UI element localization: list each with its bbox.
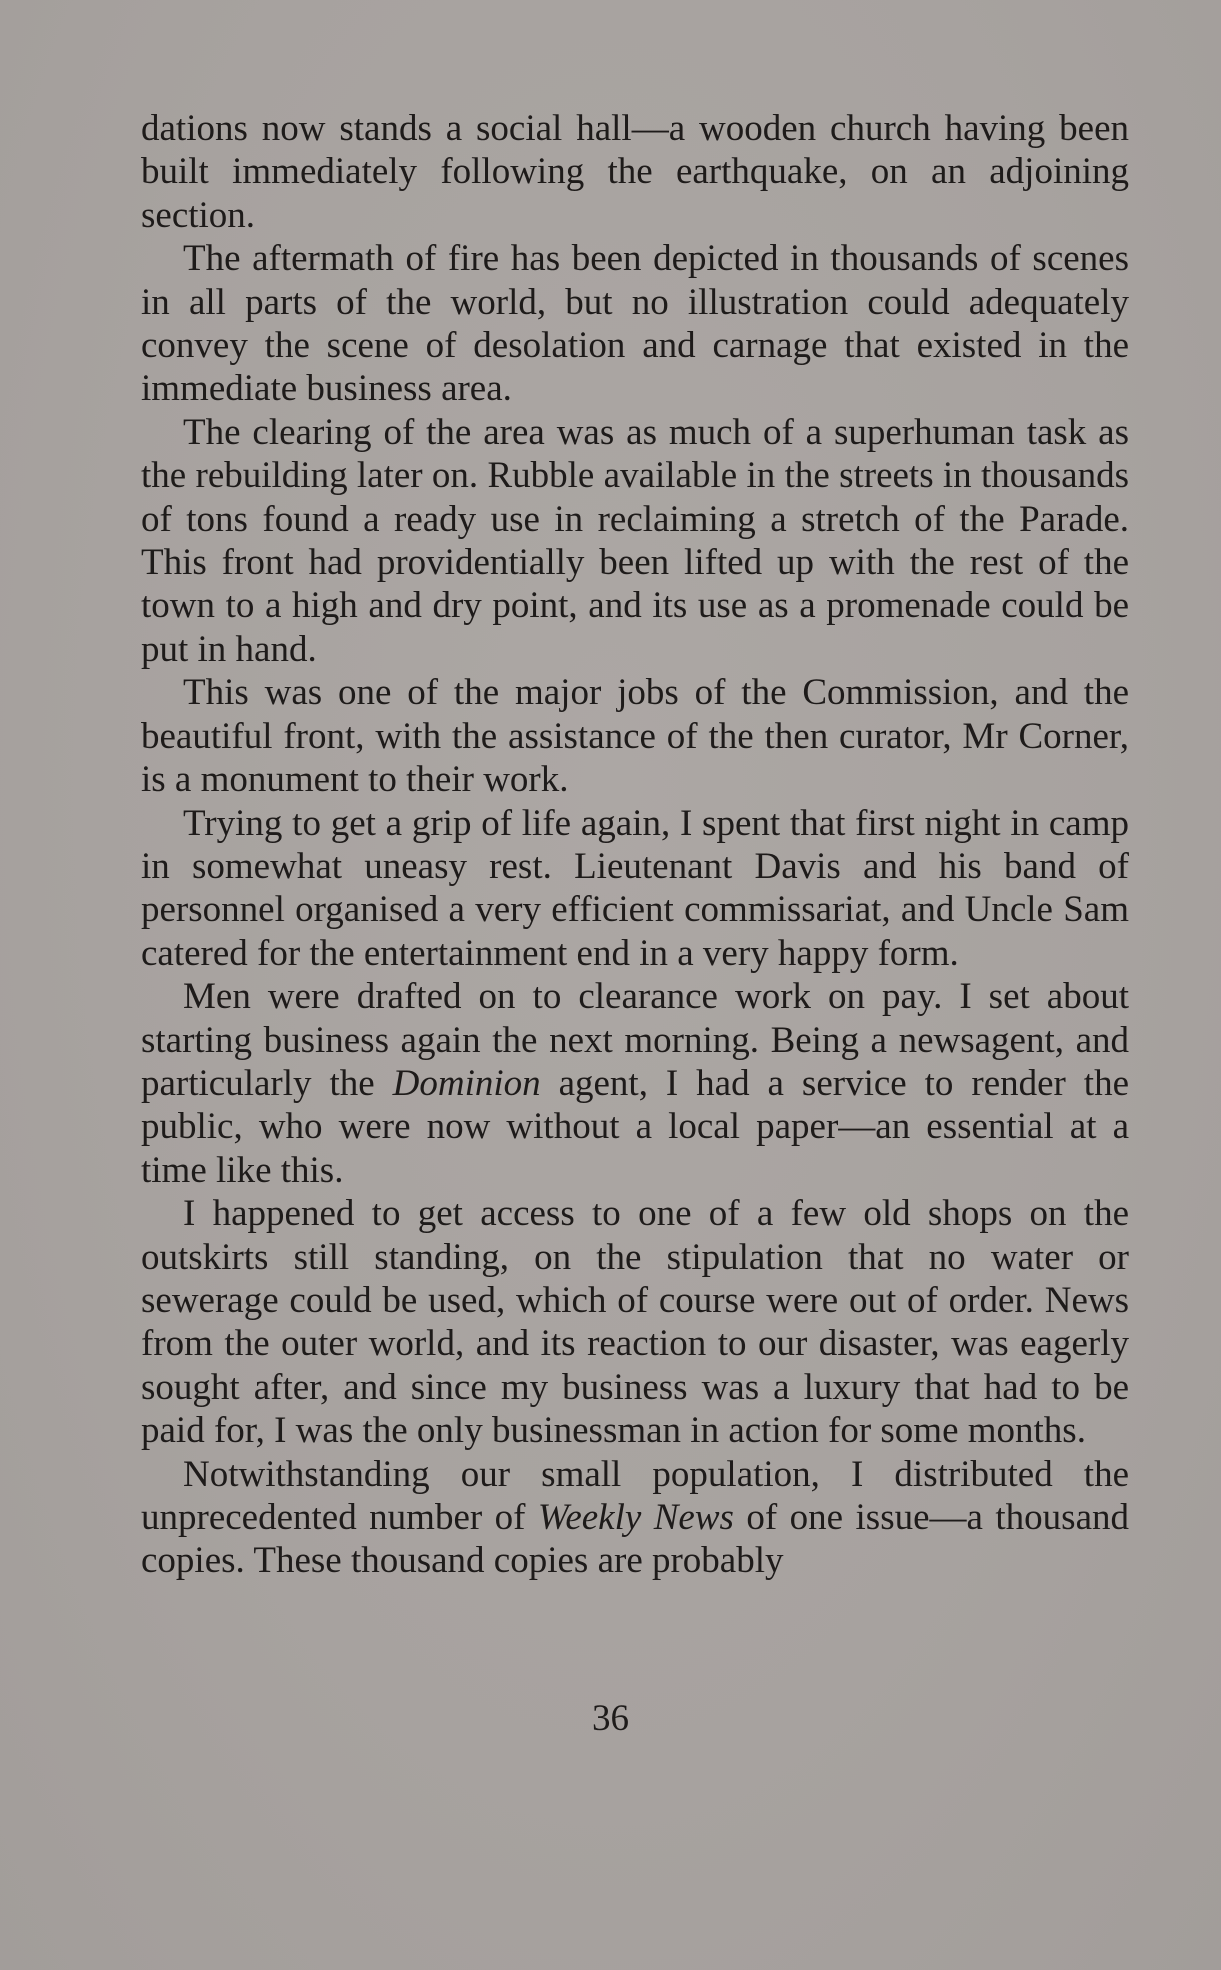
page-number: 36 xyxy=(592,1698,629,1739)
paragraph: I happened to get access to one of a few old shops on the outskirts still standing, on the stipulation that no water or sewerage could be used, which of course were out of order. News from the outer world, and its reaction to our disaster, was eagerly sought after, and since my business was a luxury that had to be paid for, I was the only businessman in action for some months. xyxy=(141,1193,1129,1452)
paragraph-text: Notwithstanding our small population, I distributed the unprecedented number of xyxy=(141,1453,1129,1538)
paragraph xyxy=(141,1453,1129,1583)
paragraph: dations now stands a social hall—a wooden church having been built immediately following the earthquake, on an adjoining section. xyxy=(141,108,1129,236)
paragraph-text: Men were drafted on to clearance work on pay. I set about starting business again the next morning. Being a newsagent, and particularly the xyxy=(141,976,1129,1104)
paragraph: Trying to get a grip of life again, I spent that first night in camp in somewhat uneasy rest. Lieutenant Davis and his band of personnel organised a very efficient commissariat, and Uncle Sam catered for the entertainment end in a very happy form. xyxy=(141,802,1129,974)
paragraph-text: of one issue—a thousand copies. These thousand copies are probably xyxy=(141,1497,1129,1582)
paragraph: The aftermath of fire has been depicted in thousands of scenes in all parts of the world, but no illustration could adequately convey the scene of desolation and carnage that existed in the immediate business area. xyxy=(141,238,1129,410)
italic-title: Weekly News xyxy=(537,1497,734,1538)
italic-title: Dominion xyxy=(392,1062,541,1104)
paragraph xyxy=(141,975,1129,1192)
body-text xyxy=(141,107,1129,1583)
paragraph: This was one of the major jobs of the Commission, and the beautiful front, with the assistance of the then curator, Mr Corner, is a monument to their work. xyxy=(141,672,1129,801)
paragraph: The clearing of the area was as much of a superhuman task as the rebuilding later on. Rubble available in the streets in thousands of tons found a ready use in reclaiming a stretch of the Parade. This front had providentially been lifted up with the rest of the town to a high and dry point, and its use as a promenade could be put in hand. xyxy=(141,411,1129,670)
paragraph-text: agent, I had a service to render the public, who were now without a local paper—an essential at a time like this. xyxy=(141,1062,1130,1191)
